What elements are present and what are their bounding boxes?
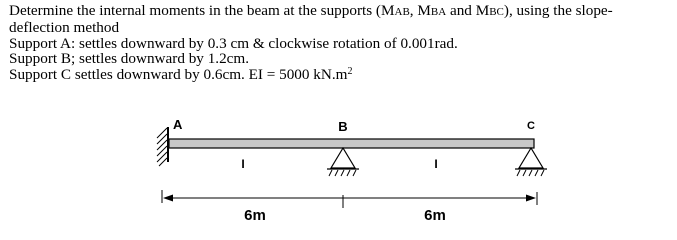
inertia-label-ab: I bbox=[241, 157, 245, 171]
dimension-arrow-right bbox=[526, 195, 536, 202]
pin-support-b bbox=[327, 148, 359, 176]
label-a: A bbox=[173, 117, 183, 132]
squared-superscript: 2 bbox=[347, 65, 353, 77]
span-label-ab: 6m bbox=[244, 207, 266, 224]
m-ab-subscript: AB bbox=[394, 6, 410, 18]
m-ba-subscript: BA bbox=[430, 6, 447, 18]
pin-support-c bbox=[515, 148, 547, 176]
dimension-arrow-left bbox=[163, 195, 173, 202]
label-b: B bbox=[338, 119, 348, 134]
span-label-bc: 6m bbox=[424, 207, 446, 224]
support-b-text: Support B; settles downward by 1.2cm. bbox=[9, 50, 250, 68]
support-a-text: Support A: settles downward by 0.3 cm & clockwise rotation of 0.001rad. bbox=[9, 34, 458, 52]
label-c: C bbox=[527, 120, 535, 132]
fixed-support-a bbox=[157, 127, 168, 166]
problem-line-1: Determine the internal moments in the beam at the supports (MAB, MBA and MBC), using the slope- bbox=[9, 2, 613, 19]
m-bc-subscript: BC bbox=[489, 6, 504, 18]
dimension-line bbox=[162, 190, 537, 208]
inertia-label-bc: I bbox=[434, 157, 438, 171]
problem-line-2: deflection method bbox=[9, 19, 120, 37]
beam bbox=[169, 139, 534, 148]
support-c-text: Support C settles downward by 0.6cm. EI = 5000 $kN.m^2$ bbox=[9, 65, 353, 83]
